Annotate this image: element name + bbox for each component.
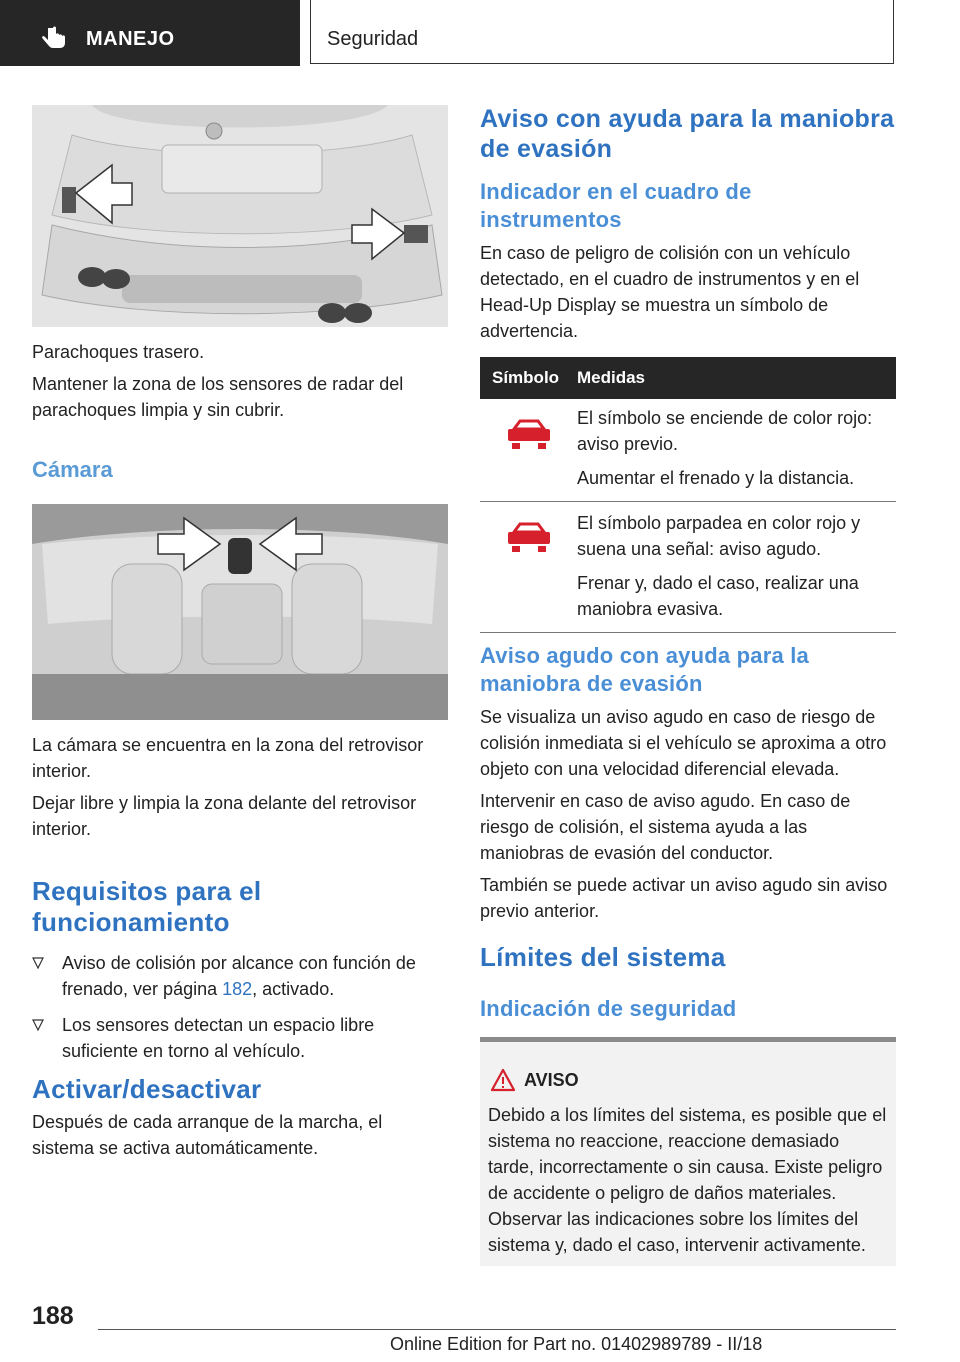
limits-heading: Límites del sistema — [480, 942, 726, 972]
camera-heading: Cámara — [32, 457, 113, 482]
table-header-measures: Medidas — [577, 357, 896, 399]
acute-heading: Aviso agudo con ayuda para la maniobra de evasión — [480, 643, 809, 696]
list-item: Aviso de colisión por alcance con función de frenado, ver página 182, activado. — [32, 950, 448, 1002]
left-column-top — [32, 339, 448, 423]
table-header-symbol: Símbolo — [480, 357, 577, 399]
activate-text: Después de cada arranque de la marcha, el sistema se activa automáticamente. — [32, 1112, 383, 1158]
limits-block — [480, 942, 896, 1023]
safety-heading: Indicación de seguridad — [480, 996, 737, 1021]
camera-text-block — [32, 732, 448, 842]
warning-box — [480, 1037, 896, 1266]
interior-camera-photo — [32, 504, 448, 720]
camera-heading-block — [32, 456, 448, 484]
car-warning-icon — [504, 417, 554, 453]
page-header — [0, 0, 960, 66]
camera-text-2: Dejar libre y limpia la zona delante del retrovisor interior. — [32, 793, 417, 839]
table-row — [480, 502, 896, 633]
acute-text-3: También se puede activar un aviso agudo sin aviso previo anterior. — [480, 875, 888, 921]
sub-heading: Indicador en el cuadro de instrumentos — [480, 179, 752, 232]
right-column-top — [480, 104, 896, 344]
triangle-bullet-icon — [32, 1019, 44, 1031]
bumper-text: Mantener la zona de los sensores de radar del parachoques limpia y sin cubrir. — [32, 374, 404, 420]
chapter-label: MANEJO — [86, 28, 175, 50]
warning-text: Debido a los límites del sistema, es posible que el sistema no reaccione, reaccione demasiado tarde, incorrectamente o sin causa. Existe peligro de accidente o peligro de daños materiales. Observar las indicaciones sobre los límites del sistema y, dado el caso, intervenir activamente. — [488, 1105, 887, 1255]
acute-text-2: Intervenir en caso de aviso agudo. En caso de riesgo de colisión, el sistema ayuda a las maniobras de evasión del conductor. — [480, 791, 851, 863]
camera-text-1: La cámara se encuentra en la zona del retrovisor interior. — [32, 735, 424, 781]
page-link[interactable]: 182 — [222, 979, 253, 999]
acute-text-1: Se visualiza un aviso agudo en caso de riesgo de colisión inmediata si el vehículo se aproxima a otro objeto con una velocidad diferencial elevada. — [480, 707, 887, 779]
acute-warning-block — [480, 642, 896, 924]
activate-heading: Activar/desactivar — [32, 1074, 262, 1104]
measure-text: El símbolo parpadea en color rojo y suena una señal: aviso agudo. — [577, 513, 861, 559]
footer-divider — [98, 1329, 896, 1330]
symbol-table — [480, 357, 896, 633]
triangle-bullet-icon — [32, 957, 44, 969]
measure-text: Aumentar el frenado y la distancia. — [577, 468, 855, 488]
requirements-heading: Requisitos para el funcionamiento — [32, 876, 262, 937]
intro-text: En caso de peligro de colisión con un vehículo detectado, en el cuadro de instrumentos y en el Head-Up Display se muestra un símbolo de advertencia. — [480, 243, 860, 341]
main-heading: Aviso con ayuda para la maniobra de evasión — [480, 105, 895, 163]
rear-bumper-photo — [32, 105, 448, 327]
list-item: Los sensores detectan un espacio libre suficiente en torno al vehículo. — [32, 1012, 448, 1064]
hand-pointer-icon — [40, 26, 68, 52]
section-title: Seguridad — [327, 28, 419, 50]
table-row — [480, 399, 896, 502]
warning-label: AVISO — [524, 1070, 579, 1090]
edition-text: Online Edition for Part no. 01402989789 - II/18 — [390, 1334, 763, 1354]
warning-triangle-icon — [490, 1068, 516, 1092]
photo-caption: Parachoques trasero. — [32, 342, 205, 362]
chapter-tab — [0, 0, 300, 66]
page-number: 188 — [32, 1302, 74, 1330]
activate-block — [32, 1074, 448, 1161]
requirements-block — [32, 876, 448, 1064]
measure-text: Frenar y, dado el caso, realizar una maniobra evasiva. — [577, 573, 859, 619]
car-warning-icon — [504, 520, 554, 556]
measure-text: El símbolo se enciende de color rojo: aviso previo. — [577, 408, 873, 454]
section-title-box — [310, 0, 894, 64]
